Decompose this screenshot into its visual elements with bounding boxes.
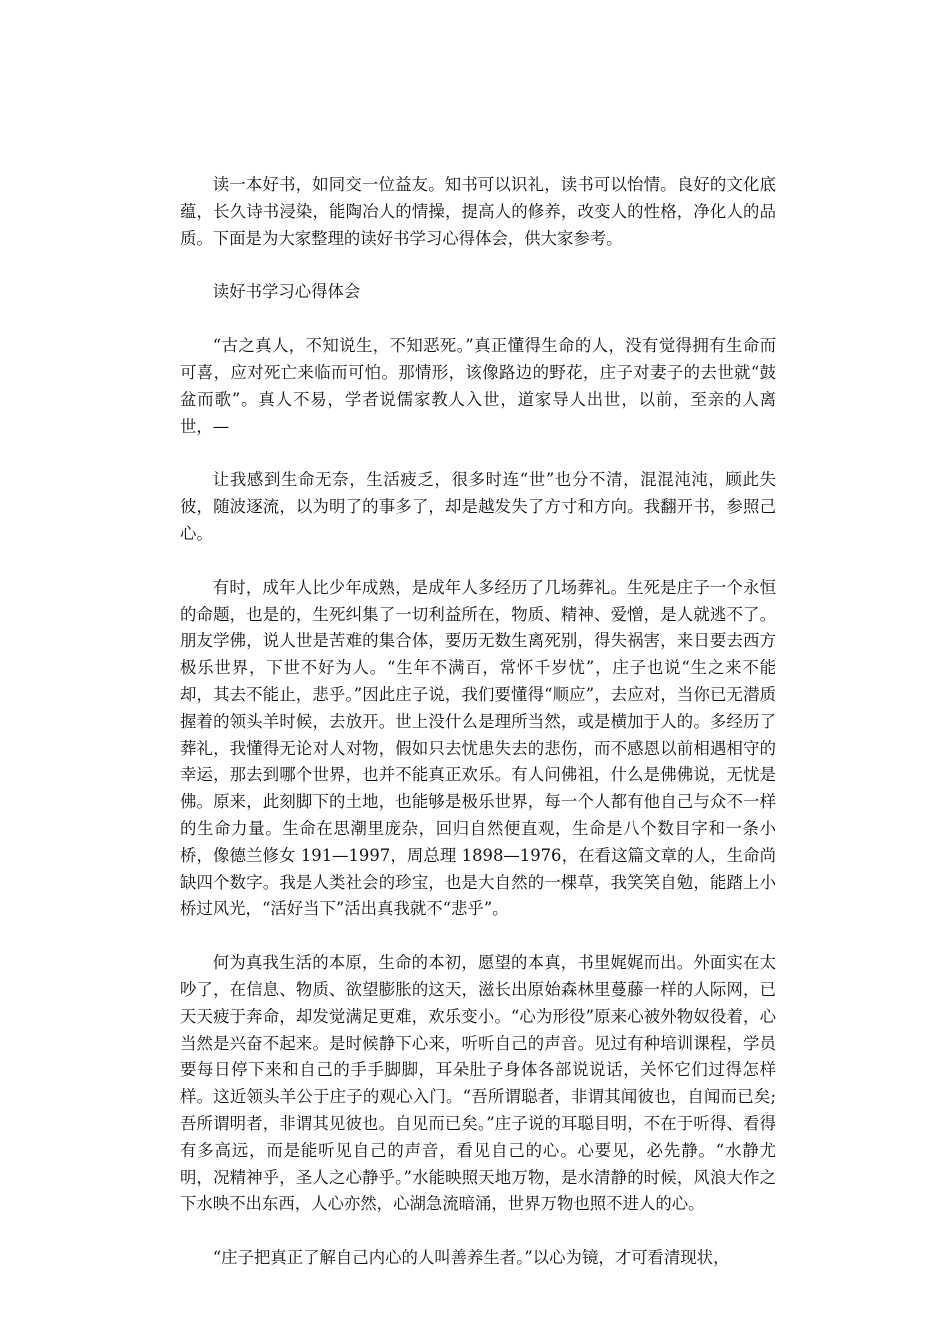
body-paragraph: 有时，成年人比少年成熟，是成年人多经历了几场葬礼。生死是庄子一个永恒的命题，也是的，生死纠集了一切利益所在，物质、精神、爱憎，是人就逃不了。朋友学佛，说人世是苦难的集合体，要历无数生离死别，得失祸害，来日要去西方极乐世界，下世不好为人。“生年不满百，常怀千岁忧”，庄子也说“生之来不能却，其去不能止，悲乎。”因此庄子说，我们要懂得“顺应”，去应对，当你已无潜质握着的领头羊时候，去放开。世上没什么是理所当然，或是横加于人的。多经历了葬礼，我懂得无论对人对物，假如只去忧患失去的悲伤，而不感恩以前相遇相守的幸运，那去到哪个世界，也并不能真正欢乐。有人问佛祖，什么是佛佛说，无忧是佛。原来，此刻脚下的土地，也能够是极乐世界，每一个人都有他自己与众不一样的生命力量。生命在思潮里庞杂，回归自然便直观，生命是八个数目字和一条小桥，像德兰修女 191—1997，周总理 1898—1976，在看这篇文章的人，生命尚缺四个数字。我是人类社会的珍宝，也是大自然的一棵草，我笑笑自勉，能踏上小桥过风光，“活好当下”活出真我就不“悲乎”。: [180, 577, 776, 919]
body-paragraph: 让我感到生命无奈，生活疲乏，很多时连“世”也分不清，混混沌沌，顾此失彼，随波逐流，以为明了的事多了，却是越发失了方寸和方向。我翻开书，参照己心。: [180, 470, 776, 543]
body-paragraph: “古之真人，不知说生，不知恶死。”真正懂得生命的人，没有觉得拥有生命而可喜，应对死亡来临而可怕。那情形，该像路边的野花，庄子对妻子的去世就“鼓盆而歌”。真人不易，学者说儒家教人入世，道家导人出世，以前，至亲的人离世，—: [180, 336, 776, 436]
body-paragraph: 何为真我生活的本原，生命的本初，愿望的本真，书里娓娓而出。外面实在太吵了，在信息、物质、欲望膨胀的这天，滋长出原始森林里蔓藤一样的人际网，已天天疲于奔命，却发觉满足更难，欢乐变小。“心为形役”原来心被外物奴役着，心当然是兴奋不起来。是时候静下心来，听听自己的声音。见过有种培训课程，学员要每日停下来和自己的手手脚脚，耳朵肚子身体各部说说话，关怀它们过得怎样样。这近领头羊公于庄子的观心入门。“吾所谓聪者，非谓其闻彼也，自闻而已矣;吾所谓明者，非谓其见彼也。自见而已矣。”庄子说的耳聪目明，不在于听得、看得有多高远，而是能听见自己的声音，看见自己的心。心要见，必先静。“水静尤明，况精神乎，圣人之心静乎。”水能映照天地万物，是水清静的时候，风浪大作之下水映不出东西，人心亦然，心湖急流暗涌，世界万物也照不进人的心。: [180, 953, 776, 1214]
document-title: 读好书学习心得体会: [212, 282, 361, 302]
document-body: [180, 172, 776, 1299]
body-paragraph: “庄子把真正了解自己内心的人叫善养生者。”以心为镜，才可看清现状，: [212, 1248, 730, 1268]
intro-paragraph: 读一本好书，如同交一位益友。知书可以识礼，读书可以怡情。良好的文化底蕴，长久诗书浸染，能陶冶人的情操，提高人的修养，改变人的性格，净化人的品质。下面是为大家整理的读好书学习心得体会，供大家参考。: [180, 175, 776, 248]
